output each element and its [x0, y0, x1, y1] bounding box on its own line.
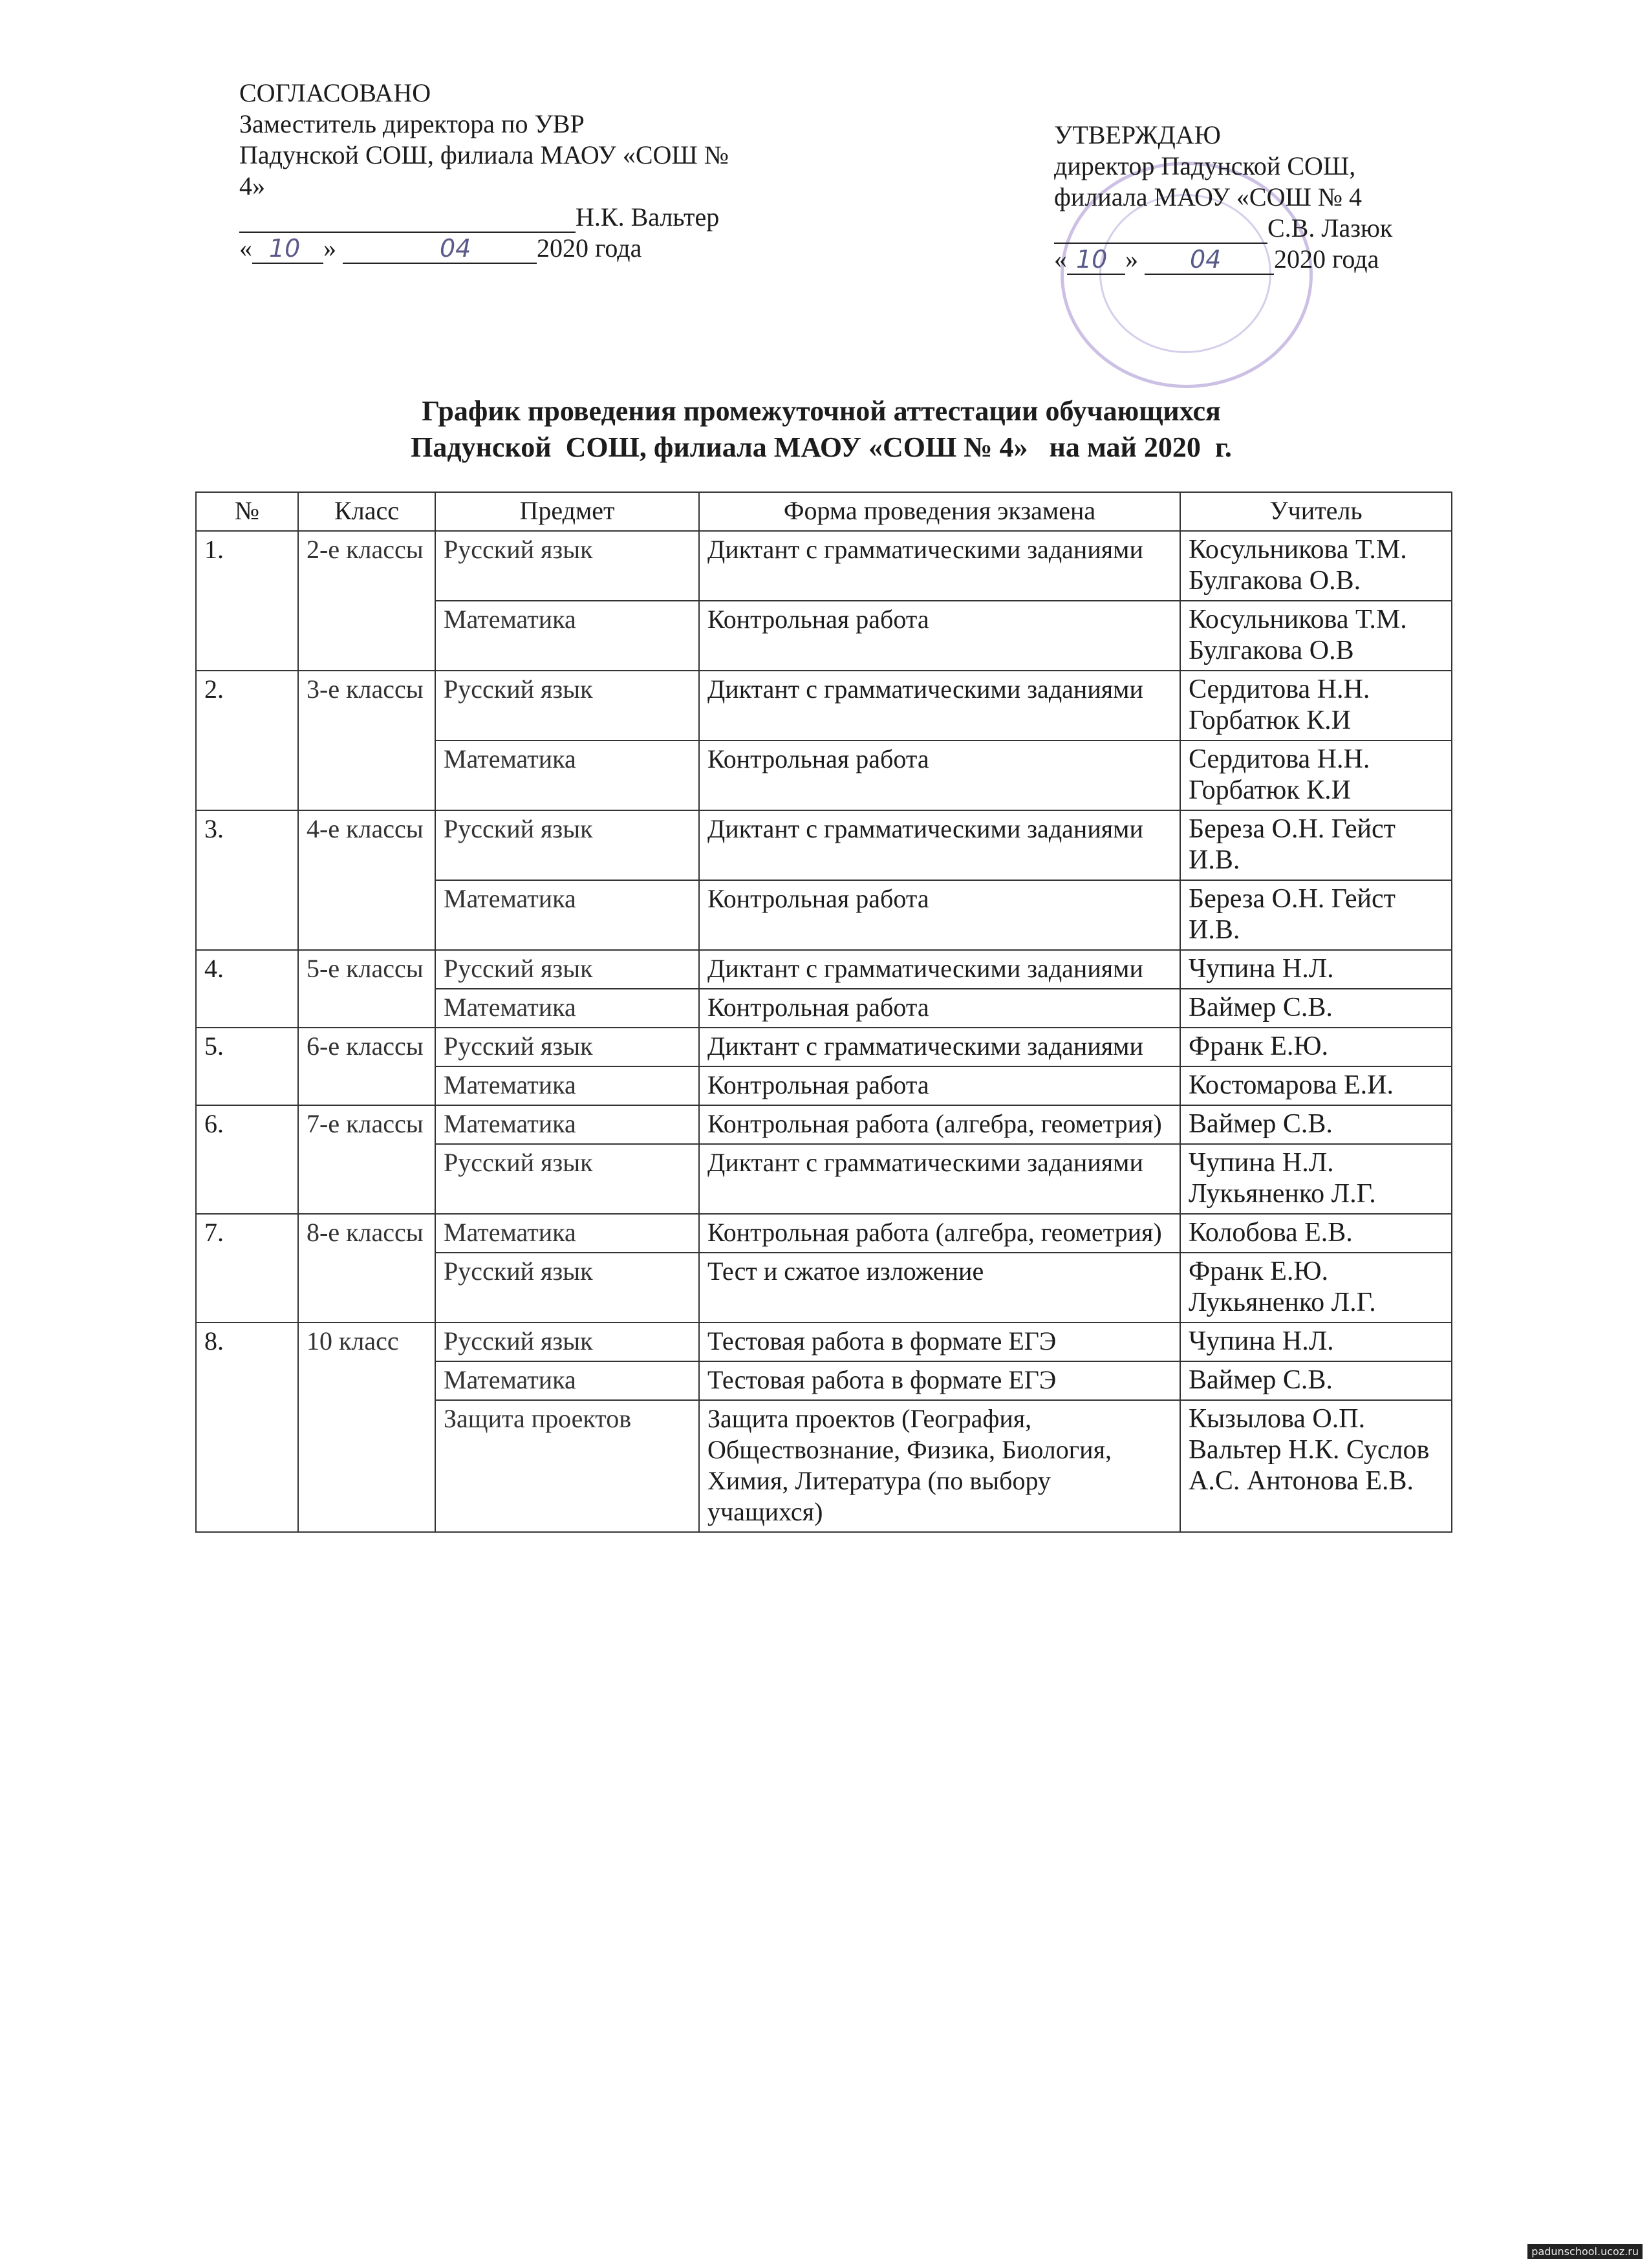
row-subject: Защита проектов — [435, 1400, 699, 1532]
row-subject: Русский язык — [435, 1028, 699, 1066]
row-teacher: Ваймер С.В. — [1180, 1361, 1452, 1400]
row-subject: Русский язык — [435, 1144, 699, 1214]
row-teacher: Косульникова Т.М. Булгакова О.В — [1180, 601, 1452, 671]
agreed-date-line: « 10 » 04 2020 года — [239, 233, 642, 263]
table-row — [196, 1105, 1452, 1144]
table-row — [196, 1323, 1452, 1361]
row-teacher: Косульникова Т.М. Булгакова О.В. — [1180, 531, 1452, 601]
table-row — [196, 1214, 1452, 1253]
row-num: 2. — [196, 671, 298, 810]
table-row — [196, 531, 1452, 601]
agreed-date-day: 10 — [269, 234, 301, 263]
approve-position-line1: директор Падунской СОШ, — [1054, 151, 1356, 180]
row-teacher: Чупина Н.Л. Лукьяненко Л.Г. — [1180, 1144, 1452, 1214]
row-num: 1. — [196, 531, 298, 671]
row-form: Диктант с грамматическими заданиями — [699, 671, 1180, 740]
header-subject: Предмет — [435, 492, 699, 531]
row-form: Контрольная работа — [699, 740, 1180, 810]
row-subject: Математика — [435, 880, 699, 950]
row-teacher: Сердитова Н.Н. Горбатюк К.И — [1180, 671, 1452, 740]
row-teacher: Береза О.Н. Гейст И.В. — [1180, 810, 1452, 880]
row-teacher: Береза О.Н. Гейст И.В. — [1180, 880, 1452, 950]
row-num: 7. — [196, 1214, 298, 1323]
schedule-table — [195, 491, 1452, 1533]
row-num: 8. — [196, 1323, 298, 1532]
row-subject: Русский язык — [435, 810, 699, 880]
row-teacher: Чупина Н.Л. — [1180, 950, 1452, 989]
row-subject: Математика — [435, 1361, 699, 1400]
header-form: Форма проведения экзамена — [699, 492, 1180, 531]
row-num: 6. — [196, 1105, 298, 1214]
row-num: 5. — [196, 1028, 298, 1105]
row-subject: Русский язык — [435, 531, 699, 601]
row-subject: Русский язык — [435, 1253, 699, 1323]
row-form: Диктант с грамматическими заданиями — [699, 810, 1180, 880]
row-form: Контрольная работа — [699, 1066, 1180, 1105]
table-row — [196, 671, 1452, 740]
row-teacher: Колобова Е.В. — [1180, 1214, 1452, 1253]
row-class: 5-е классы — [298, 950, 435, 1028]
agreed-block — [239, 78, 821, 264]
row-class: 10 класс — [298, 1323, 435, 1532]
agreed-position-line3: 4» — [239, 171, 265, 200]
row-teacher: Чупина Н.Л. — [1180, 1323, 1452, 1361]
header-teacher: Учитель — [1180, 492, 1452, 531]
row-teacher: Франк Е.Ю. Лукьяненко Л.Г. — [1180, 1253, 1452, 1323]
row-subject: Русский язык — [435, 950, 699, 989]
row-form: Контрольная работа — [699, 601, 1180, 671]
row-subject: Русский язык — [435, 1323, 699, 1361]
table-row — [196, 810, 1452, 880]
table-row — [196, 950, 1452, 989]
row-num: 4. — [196, 950, 298, 1028]
table-header-row — [196, 492, 1452, 531]
row-form: Диктант с грамматическими заданиями — [699, 531, 1180, 601]
row-form: Контрольная работа (алгебра, геометрия) — [699, 1105, 1180, 1144]
agreed-date-month: 04 — [440, 234, 471, 263]
row-form: Тест и сжатое изложение — [699, 1253, 1180, 1323]
agreed-date-year: 2020 года — [537, 233, 642, 263]
signature-underline — [239, 206, 576, 233]
row-form: Тестовая работа в формате ЕГЭ — [699, 1361, 1180, 1400]
row-class: 6-е классы — [298, 1028, 435, 1105]
row-subject: Русский язык — [435, 671, 699, 740]
table-row — [196, 1028, 1452, 1066]
header-num: № — [196, 492, 298, 531]
row-class: 8-е классы — [298, 1214, 435, 1323]
approve-date-line: « 10 » 04 2020 года — [1054, 244, 1379, 274]
row-teacher: Кызылова О.П. Вальтер Н.К. Суслов А.С. Антонова Е.В. — [1180, 1400, 1452, 1532]
row-subject: Математика — [435, 740, 699, 810]
approve-position-line2: филиала МАОУ «СОШ № 4 — [1054, 182, 1363, 211]
row-class: 3-е классы — [298, 671, 435, 810]
agreed-position-line1: Заместитель директора по УВР — [239, 109, 585, 138]
approve-block — [1054, 120, 1507, 275]
row-teacher: Ваймер С.В. — [1180, 1105, 1452, 1144]
row-subject: Математика — [435, 1066, 699, 1105]
row-class: 2-е классы — [298, 531, 435, 671]
agreed-signature-line — [239, 202, 821, 233]
row-subject: Математика — [435, 1214, 699, 1253]
signature-underline — [1054, 217, 1267, 244]
row-class: 7-е классы — [298, 1105, 435, 1214]
row-class: 4-е классы — [298, 810, 435, 950]
document-title — [194, 393, 1449, 466]
row-teacher: Ваймер С.В. — [1180, 989, 1452, 1028]
agreed-signer: Н.К. Вальтер — [576, 202, 720, 232]
row-form: Диктант с грамматическими заданиями — [699, 950, 1180, 989]
row-form: Диктант с грамматическими заданиями — [699, 1028, 1180, 1066]
row-form: Защита проектов (География, Обществознание, Физика, Биология, Химия, Литература (по выбору учащихся) — [699, 1400, 1180, 1532]
approve-signature-line — [1054, 213, 1507, 244]
row-num: 3. — [196, 810, 298, 950]
row-form: Контрольная работа (алгебра, геометрия) — [699, 1214, 1180, 1253]
title-line2: Падунской СОШ, филиала МАОУ «СОШ № 4» на май 2020 г. — [411, 431, 1232, 463]
approve-label: УТВЕРЖДАЮ — [1054, 120, 1221, 149]
row-teacher: Франк Е.Ю. — [1180, 1028, 1452, 1066]
row-teacher: Сердитова Н.Н. Горбатюк К.И — [1180, 740, 1452, 810]
row-subject: Математика — [435, 989, 699, 1028]
title-line1: График проведения промежуточной аттестации обучающихся — [422, 395, 1221, 427]
approve-date-day: 10 — [1076, 245, 1108, 274]
row-teacher: Костомарова Е.И. — [1180, 1066, 1452, 1105]
approve-signer: С.В. Лазюк — [1267, 213, 1393, 243]
row-form: Контрольная работа — [699, 880, 1180, 950]
row-form: Тестовая работа в формате ЕГЭ — [699, 1323, 1180, 1361]
approve-date-year: 2020 года — [1274, 244, 1379, 274]
agreed-label: СОГЛАСОВАНО — [239, 78, 431, 107]
approve-date-month: 04 — [1190, 245, 1222, 274]
agreed-position-line2: Падунской СОШ, филиала МАОУ «СОШ № — [239, 140, 729, 169]
row-subject: Математика — [435, 1105, 699, 1144]
site-watermark: padunschool.ucoz.ru — [1527, 2244, 1643, 2259]
row-subject: Математика — [435, 601, 699, 671]
header-class: Класс — [298, 492, 435, 531]
row-form: Контрольная работа — [699, 989, 1180, 1028]
row-form: Диктант с грамматическими заданиями — [699, 1144, 1180, 1214]
